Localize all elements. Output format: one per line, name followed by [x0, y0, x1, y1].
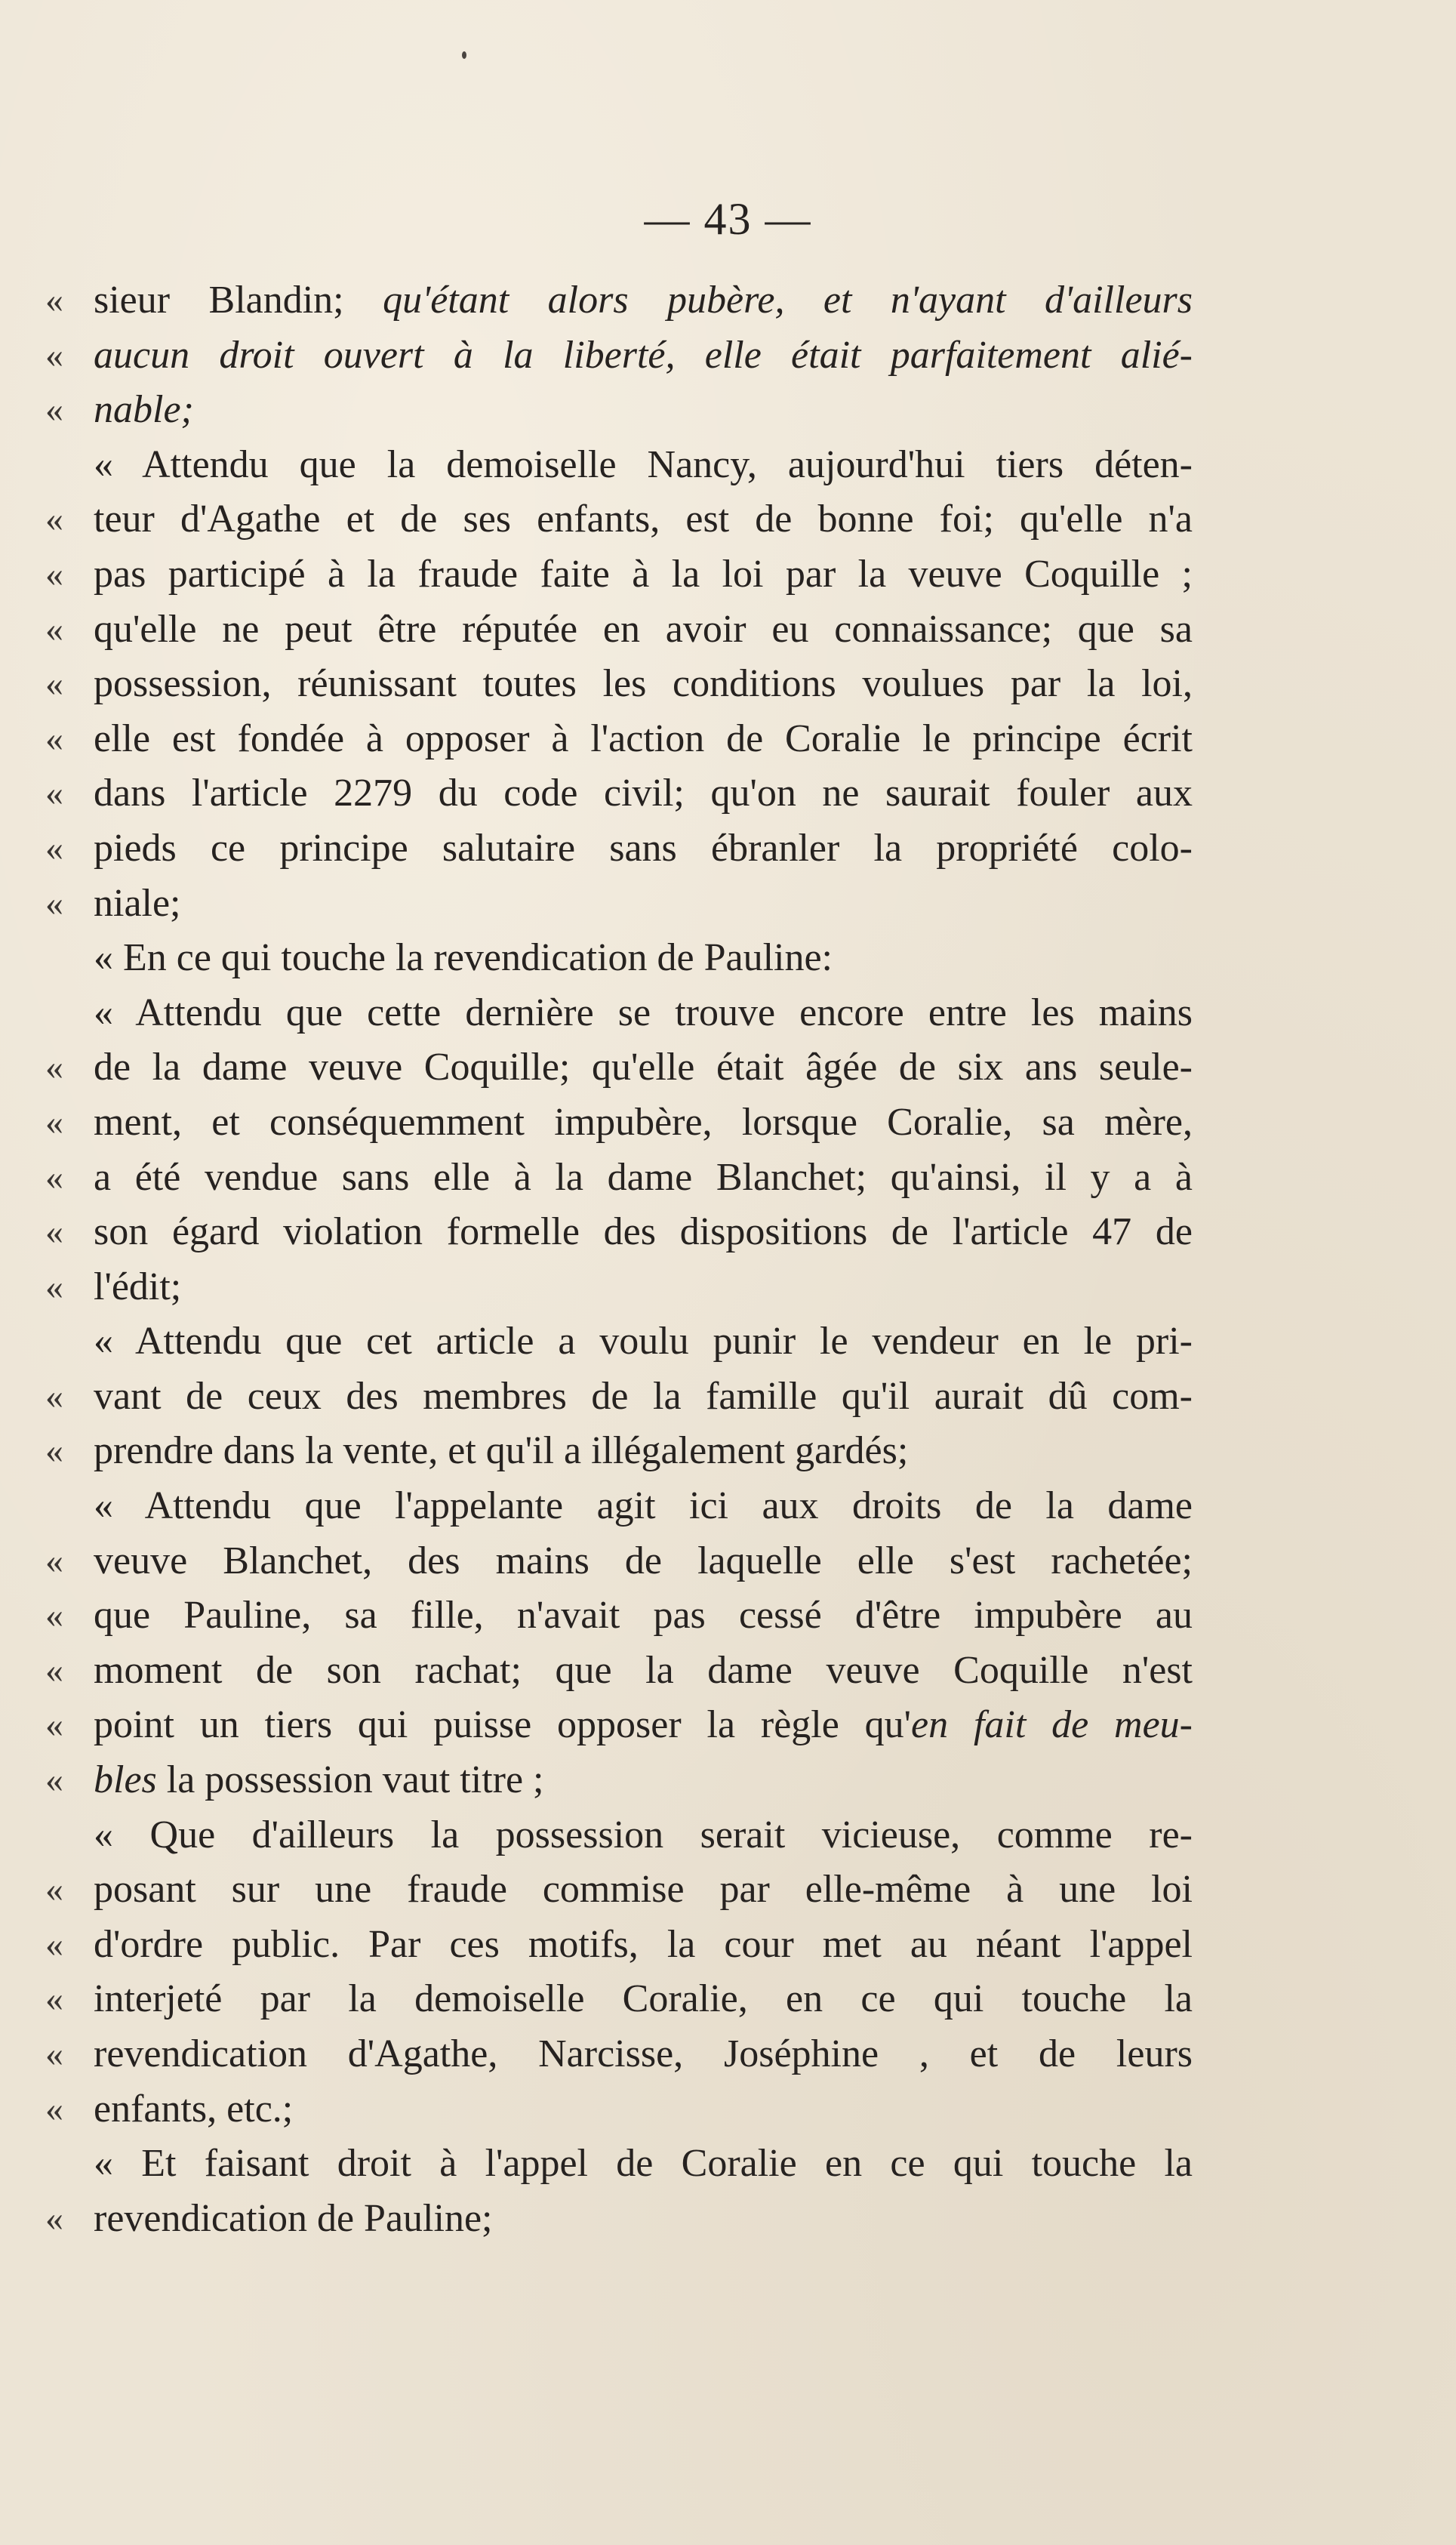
text-segment: revendication d'Agathe, Narcisse, Joséphine , et de leurs	[94, 2032, 1193, 2075]
line-text	[94, 1314, 1193, 1370]
line-text	[94, 877, 1193, 932]
text-segment: d'ordre public. Par ces motifs, la cour met au néant l'appel	[94, 1922, 1193, 1966]
text-line	[45, 1588, 1193, 1644]
line-text	[94, 986, 1193, 1041]
guillemet-mark: «	[45, 1157, 63, 1197]
text-segment: ment, et conséquemment impubère, lorsque Coralie, sa mère,	[94, 1100, 1193, 1144]
guillemet-mark: «	[45, 499, 63, 540]
line-text	[94, 1260, 1193, 1315]
guillemet-mark: «	[45, 1760, 63, 1801]
text-line	[45, 2137, 1193, 2192]
text-line	[45, 1753, 1193, 1808]
line-text	[94, 1370, 1193, 1425]
text-segment: « Attendu que l'appelante agit ici aux droits de la dame	[94, 1484, 1193, 1528]
guillemet-mark: «	[45, 827, 63, 868]
guillemet-mark: «	[45, 2198, 63, 2238]
text-line	[45, 492, 1193, 547]
text-segment: de la dame veuve Coquille; qu'elle était âgée de six ans seule-	[94, 1046, 1193, 1089]
text-line	[45, 547, 1193, 602]
text-segment: pieds ce principe salutaire sans ébranler la propriété colo-	[94, 826, 1193, 870]
text-segment: la possession vaut titre ;	[156, 1758, 544, 1802]
page-number: — 43 —	[644, 194, 812, 244]
line-text	[94, 821, 1193, 877]
text-segment: elle est fondée à opposer à l'action de Coralie le principe écrit	[94, 716, 1193, 760]
line-text	[94, 1972, 1193, 2027]
text-segment: son égard violation formelle des dispositions de l'article 47 de	[94, 1210, 1193, 1254]
text-segment: que Pauline, sa fille, n'avait pas cessé d'être impubère au	[94, 1594, 1193, 1638]
text-line	[45, 1698, 1193, 1753]
text-line	[45, 1534, 1193, 1589]
guillemet-mark: «	[45, 664, 63, 704]
text-segment: « Et faisant droit à l'appel de Coralie en ce qui touche la	[94, 2142, 1193, 2186]
text-line	[45, 1370, 1193, 1425]
text-segment: a été vendue sans elle à la dame Blanchet; qu'ainsi, il y a à	[94, 1155, 1193, 1199]
text-segment: enfants, etc.;	[94, 2087, 294, 2131]
guillemet-mark: «	[45, 2088, 63, 2129]
text-line	[45, 1260, 1193, 1315]
line-text	[94, 2137, 1193, 2192]
guillemet-mark: «	[45, 1101, 63, 1142]
italic-text: en fait de meu-	[911, 1703, 1193, 1747]
text-line	[45, 2082, 1193, 2137]
text-segment: « En ce qui touche la revendication de Pauline:	[94, 936, 833, 980]
guillemet-mark: «	[45, 1869, 63, 1910]
line-text	[94, 547, 1193, 602]
line-text	[94, 1040, 1193, 1095]
text-segment: possession, réunissant toutes les conditions voulues par la loi,	[94, 662, 1193, 706]
text-line	[45, 1205, 1193, 1260]
text-line	[45, 766, 1193, 821]
text-line	[45, 931, 1193, 986]
guillemet-mark: «	[45, 773, 63, 814]
guillemet-mark: «	[45, 718, 63, 759]
text-line	[45, 1479, 1193, 1534]
text-segment: sieur Blandin;	[94, 279, 383, 322]
line-text	[94, 2192, 1193, 2247]
guillemet-mark: «	[45, 1595, 63, 1636]
text-segment: qu'elle ne peut être réputée en avoir eu connaissance; que sa	[94, 607, 1193, 651]
line-text	[94, 1808, 1193, 1863]
text-segment: posant sur une fraude commise par elle-même à une loi	[94, 1868, 1193, 1912]
line-text	[94, 1698, 1193, 1753]
text-segment: teur d'Agathe et de ses enfants, est de bonne foi; qu'elle n'a	[94, 498, 1193, 541]
line-text	[94, 602, 1193, 658]
line-text	[94, 1644, 1193, 1699]
line-text	[94, 1863, 1193, 1918]
text-line	[45, 1151, 1193, 1206]
guillemet-mark: «	[45, 1431, 63, 1471]
text-line	[45, 438, 1193, 493]
line-text	[94, 492, 1193, 547]
text-line	[45, 986, 1193, 1041]
guillemet-mark: «	[45, 1376, 63, 1416]
line-text	[94, 1918, 1193, 1973]
text-line	[45, 877, 1193, 932]
text-segment: « Que d'ailleurs la possession serait vicieuse, comme re-	[94, 1813, 1193, 1856]
text-segment: revendication de Pauline;	[94, 2196, 493, 2240]
line-text	[94, 766, 1193, 821]
line-text	[94, 2082, 1193, 2137]
guillemet-mark: «	[45, 2034, 63, 2074]
text-segment: vant de ceux des membres de la famille qu'il aurait dû com-	[94, 1374, 1193, 1418]
guillemet-mark: «	[45, 1650, 63, 1690]
guillemet-mark: «	[45, 1924, 63, 1964]
text-line	[45, 1040, 1193, 1095]
line-text	[94, 1753, 1193, 1808]
text-segment: interjeté par la demoiselle Coralie, en ce qui touche la	[94, 1977, 1193, 2021]
text-line	[45, 328, 1193, 384]
text-line	[45, 1644, 1193, 1699]
body-text	[45, 273, 1193, 2246]
text-segment: « Attendu que cette dernière se trouve encore entre les mains	[94, 991, 1193, 1034]
guillemet-mark: «	[45, 280, 63, 320]
line-text	[94, 1205, 1193, 1260]
line-text	[94, 1588, 1193, 1644]
line-text	[94, 1424, 1193, 1479]
guillemet-mark: «	[45, 609, 63, 649]
text-line	[45, 2027, 1193, 2082]
ink-mark	[462, 51, 466, 59]
guillemet-mark: «	[45, 334, 63, 375]
line-text	[94, 1534, 1193, 1589]
text-segment: « Attendu que cet article a voulu punir le vendeur en le pri-	[94, 1320, 1193, 1363]
text-line	[45, 273, 1193, 328]
text-line	[45, 1095, 1193, 1151]
text-line	[45, 1424, 1193, 1479]
text-line	[45, 1314, 1193, 1370]
line-text	[94, 383, 1193, 438]
line-text	[94, 1095, 1193, 1151]
line-text	[94, 1151, 1193, 1206]
guillemet-mark: «	[45, 1705, 63, 1745]
text-line	[45, 1808, 1193, 1863]
line-text	[94, 273, 1193, 328]
guillemet-mark: «	[45, 1540, 63, 1581]
text-line	[45, 1972, 1193, 2027]
text-segment: prendre dans la vente, et qu'il a illégalement gardés;	[94, 1429, 909, 1473]
italic-text: nable;	[94, 388, 194, 432]
text-segment: veuve Blanchet, des mains de laquelle elle s'est rachetée;	[94, 1539, 1193, 1582]
text-line	[45, 383, 1193, 438]
italic-text: qu'étant alors pubère, et n'ayant d'ailleurs	[383, 279, 1193, 322]
guillemet-mark: «	[45, 1047, 63, 1088]
text-segment: pas participé à la fraude faite à la loi par la veuve Coquille ;	[94, 552, 1193, 596]
text-segment: dans l'article 2279 du code civil; qu'on ne saurait fouler aux	[94, 772, 1193, 815]
text-segment: l'édit;	[94, 1265, 182, 1308]
guillemet-mark: «	[45, 1212, 63, 1252]
line-text	[94, 657, 1193, 712]
text-line	[45, 1863, 1193, 1918]
line-text	[94, 712, 1193, 767]
guillemet-mark: «	[45, 883, 63, 923]
text-line	[45, 657, 1193, 712]
line-text	[94, 931, 1193, 986]
text-segment: point un tiers qui puisse opposer la règle qu'	[94, 1703, 912, 1747]
guillemet-mark: «	[45, 1979, 63, 2020]
text-line	[45, 821, 1193, 877]
guillemet-mark: «	[45, 553, 63, 594]
text-segment: moment de son rachat; que la dame veuve Coquille n'est	[94, 1648, 1193, 1692]
line-text	[94, 1479, 1193, 1534]
guillemet-mark: «	[45, 390, 63, 430]
text-line	[45, 712, 1193, 767]
italic-text: aucun droit ouvert à la liberté, elle était parfaitement alié-	[94, 333, 1193, 377]
italic-text: bles	[94, 1758, 157, 1802]
line-text	[94, 2027, 1193, 2082]
text-segment: niale;	[94, 881, 181, 925]
text-segment: « Attendu que la demoiselle Nancy, aujourd'hui tiers déten-	[94, 442, 1193, 486]
guillemet-mark: «	[45, 1266, 63, 1307]
line-text	[94, 438, 1193, 493]
text-line	[45, 2192, 1193, 2247]
line-text	[94, 328, 1193, 384]
text-line	[45, 602, 1193, 658]
text-line	[45, 1918, 1193, 1973]
